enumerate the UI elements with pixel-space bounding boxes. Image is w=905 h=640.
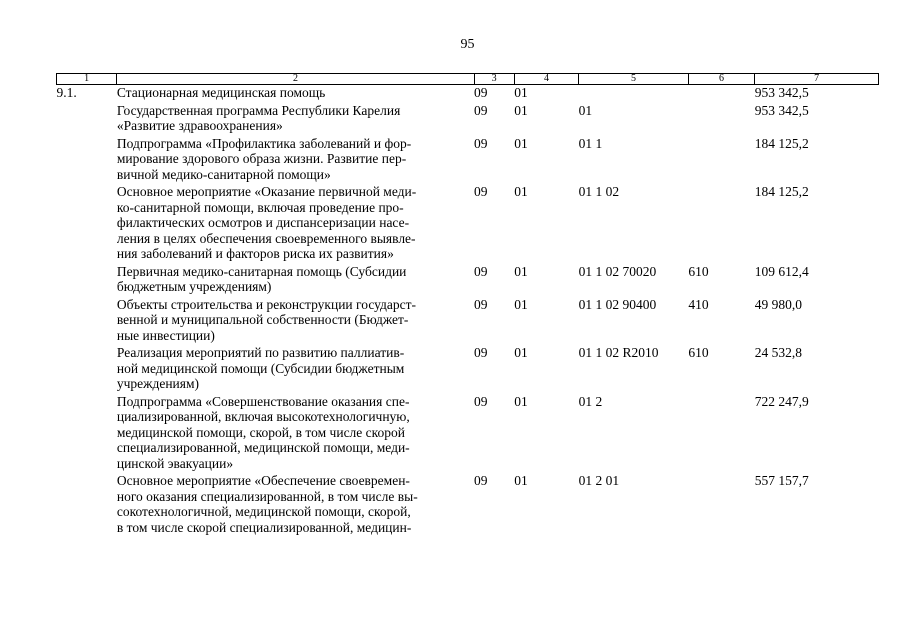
table-row [57,473,879,537]
column-header: 2 [117,74,474,85]
row-amount: 953 342,5 [754,102,809,118]
row-subsection: 01 [514,473,528,488]
row-name [117,345,474,394]
row-code [57,184,117,264]
row-name-line: ния заболеваний и факторов риска их развития» [116,246,394,261]
row-code [57,103,117,136]
row-amount: 184 125,2 [754,135,809,151]
row-name-line: Основное мероприятие «Оказание первичной меди- [116,184,417,199]
row-name-line: Объекты строительства и реконструкции государст- [116,296,417,312]
row-name [117,103,474,136]
row-name-line: ные инвестиции) [116,327,215,343]
row-expense-type [688,394,754,474]
row-name-line: Подпрограмма «Профилактика заболеваний и фор- [116,135,412,151]
row-name [117,297,474,346]
row-amount: 557 157,7 [754,473,809,488]
row-name-line: Подпрограмма «Совершенствование оказания спе- [116,393,410,409]
row-name-line: мирование здорового образа жизни. Развитие пер- [116,151,407,166]
row-expense-type [688,473,754,537]
column-header: 3 [474,74,514,85]
table-row [57,85,879,103]
row-subsection: 01 [514,102,528,118]
row-target-article: 01 1 02 70020 [578,263,657,279]
table-row [57,345,879,394]
row-section: 09 [474,345,488,360]
row-subsection: 01 [514,85,528,100]
row-target-article: 01 1 02 [578,184,620,199]
row-code: 9.1. [56,85,77,100]
column-header: 7 [755,74,879,85]
column-header: 1 [57,74,117,85]
row-name-line: вичной медико-санитарной помощи» [116,166,331,182]
column-header: 4 [514,74,578,85]
row-amount: 184 125,2 [754,184,809,199]
row-name-line: Реализация мероприятий по развитию паллиатив- [116,345,405,360]
row-expense-type [688,136,754,185]
row-name-line: филактических осмотров и диспансеризации насе- [116,215,410,230]
table-row [57,394,879,474]
column-number-row [57,74,879,85]
row-section: 09 [474,85,488,100]
row-section: 09 [474,296,488,312]
row-target-article: 01 [578,102,593,118]
row-amount: 109 612,4 [754,263,809,279]
row-code [57,345,117,394]
row-code [57,394,117,474]
row-name [117,473,474,537]
row-name-line: ления в целях обеспечения своевременного выявле- [116,230,416,246]
table-row [57,264,879,297]
row-section: 09 [474,135,488,151]
row-name [117,394,474,474]
row-amount: 953 342,5 [754,85,809,100]
row-name-line: в том числе скорой специализированной, медицин- [116,519,412,535]
row-target-article: 01 1 [578,135,603,151]
row-name-line: цинской эвакуации» [116,455,234,471]
table-row [57,184,879,264]
budget-table [56,73,879,537]
row-expense-type: 610 [688,263,709,279]
table-row [57,103,879,136]
row-amount: 49 980,0 [754,296,802,312]
row-subsection: 01 [514,135,528,151]
row-code [57,264,117,297]
row-name-line: ко-санитарной помощи, включая проведение про- [116,199,404,215]
row-target-article: 01 2 [578,393,603,409]
row-subsection: 01 [514,184,528,199]
row-subsection: 01 [514,345,528,360]
row-name [117,184,474,264]
row-name [117,85,474,103]
row-expense-type [688,85,754,103]
row-expense-type [688,103,754,136]
row-name-line: венной и муниципальной собственности (Бюджет- [116,312,409,327]
table-body [57,85,879,538]
row-subsection: 01 [514,296,528,312]
row-expense-type: 410 [688,296,709,312]
column-header: 6 [688,74,754,85]
row-name-line: сокотехнологичной, медицинской помощи, скорой, [116,504,411,519]
row-name [117,136,474,185]
page-number: 95 [460,37,475,52]
row-code [57,297,117,346]
row-name-line: «Развитие здравоохранения» [116,118,283,133]
row-subsection: 01 [514,393,528,409]
row-target-article: 01 1 02 90400 [578,296,657,312]
row-expense-type: 610 [688,345,709,360]
row-target-article: 01 1 02 R2010 [578,345,659,360]
row-section: 09 [474,263,488,279]
row-amount: 24 532,8 [754,345,802,360]
row-name-line: ной медицинской помощи (Субсидии бюджетным [116,360,405,376]
row-section: 09 [474,184,488,199]
row-target-article [579,85,689,103]
row-name-line: ного оказания специализированной, в том числе вы- [116,488,418,504]
row-code [57,136,117,185]
row-code [57,473,117,537]
row-expense-type [688,184,754,264]
column-header: 5 [579,74,689,85]
row-section: 09 [474,393,488,409]
table-row [57,136,879,185]
row-section: 09 [474,473,488,488]
row-name [117,264,474,297]
row-name-line: Стационарная медицинская помощь [116,85,326,100]
row-section: 09 [474,102,488,118]
row-name-line: Первичная медико-санитарная помощь (Субсидии [116,263,407,279]
row-name-line: учреждениям) [116,376,200,391]
row-target-article: 01 2 01 [578,473,620,488]
row-name-line: Государственная программа Республики Карелия [116,102,401,118]
row-name-line: специализированной, медицинской помощи, меди- [116,440,410,455]
table-row [57,297,879,346]
row-name-line: медицинской помощи, скорой, в том числе скорой [116,424,405,440]
row-name-line: Основное мероприятие «Обеспечение своевремен- [116,473,410,488]
row-amount: 722 247,9 [754,393,809,409]
row-name-line: циализированной, включая высокотехнологичную, [116,409,410,424]
row-subsection: 01 [514,263,528,279]
row-name-line: бюджетным учреждениям) [116,279,272,294]
